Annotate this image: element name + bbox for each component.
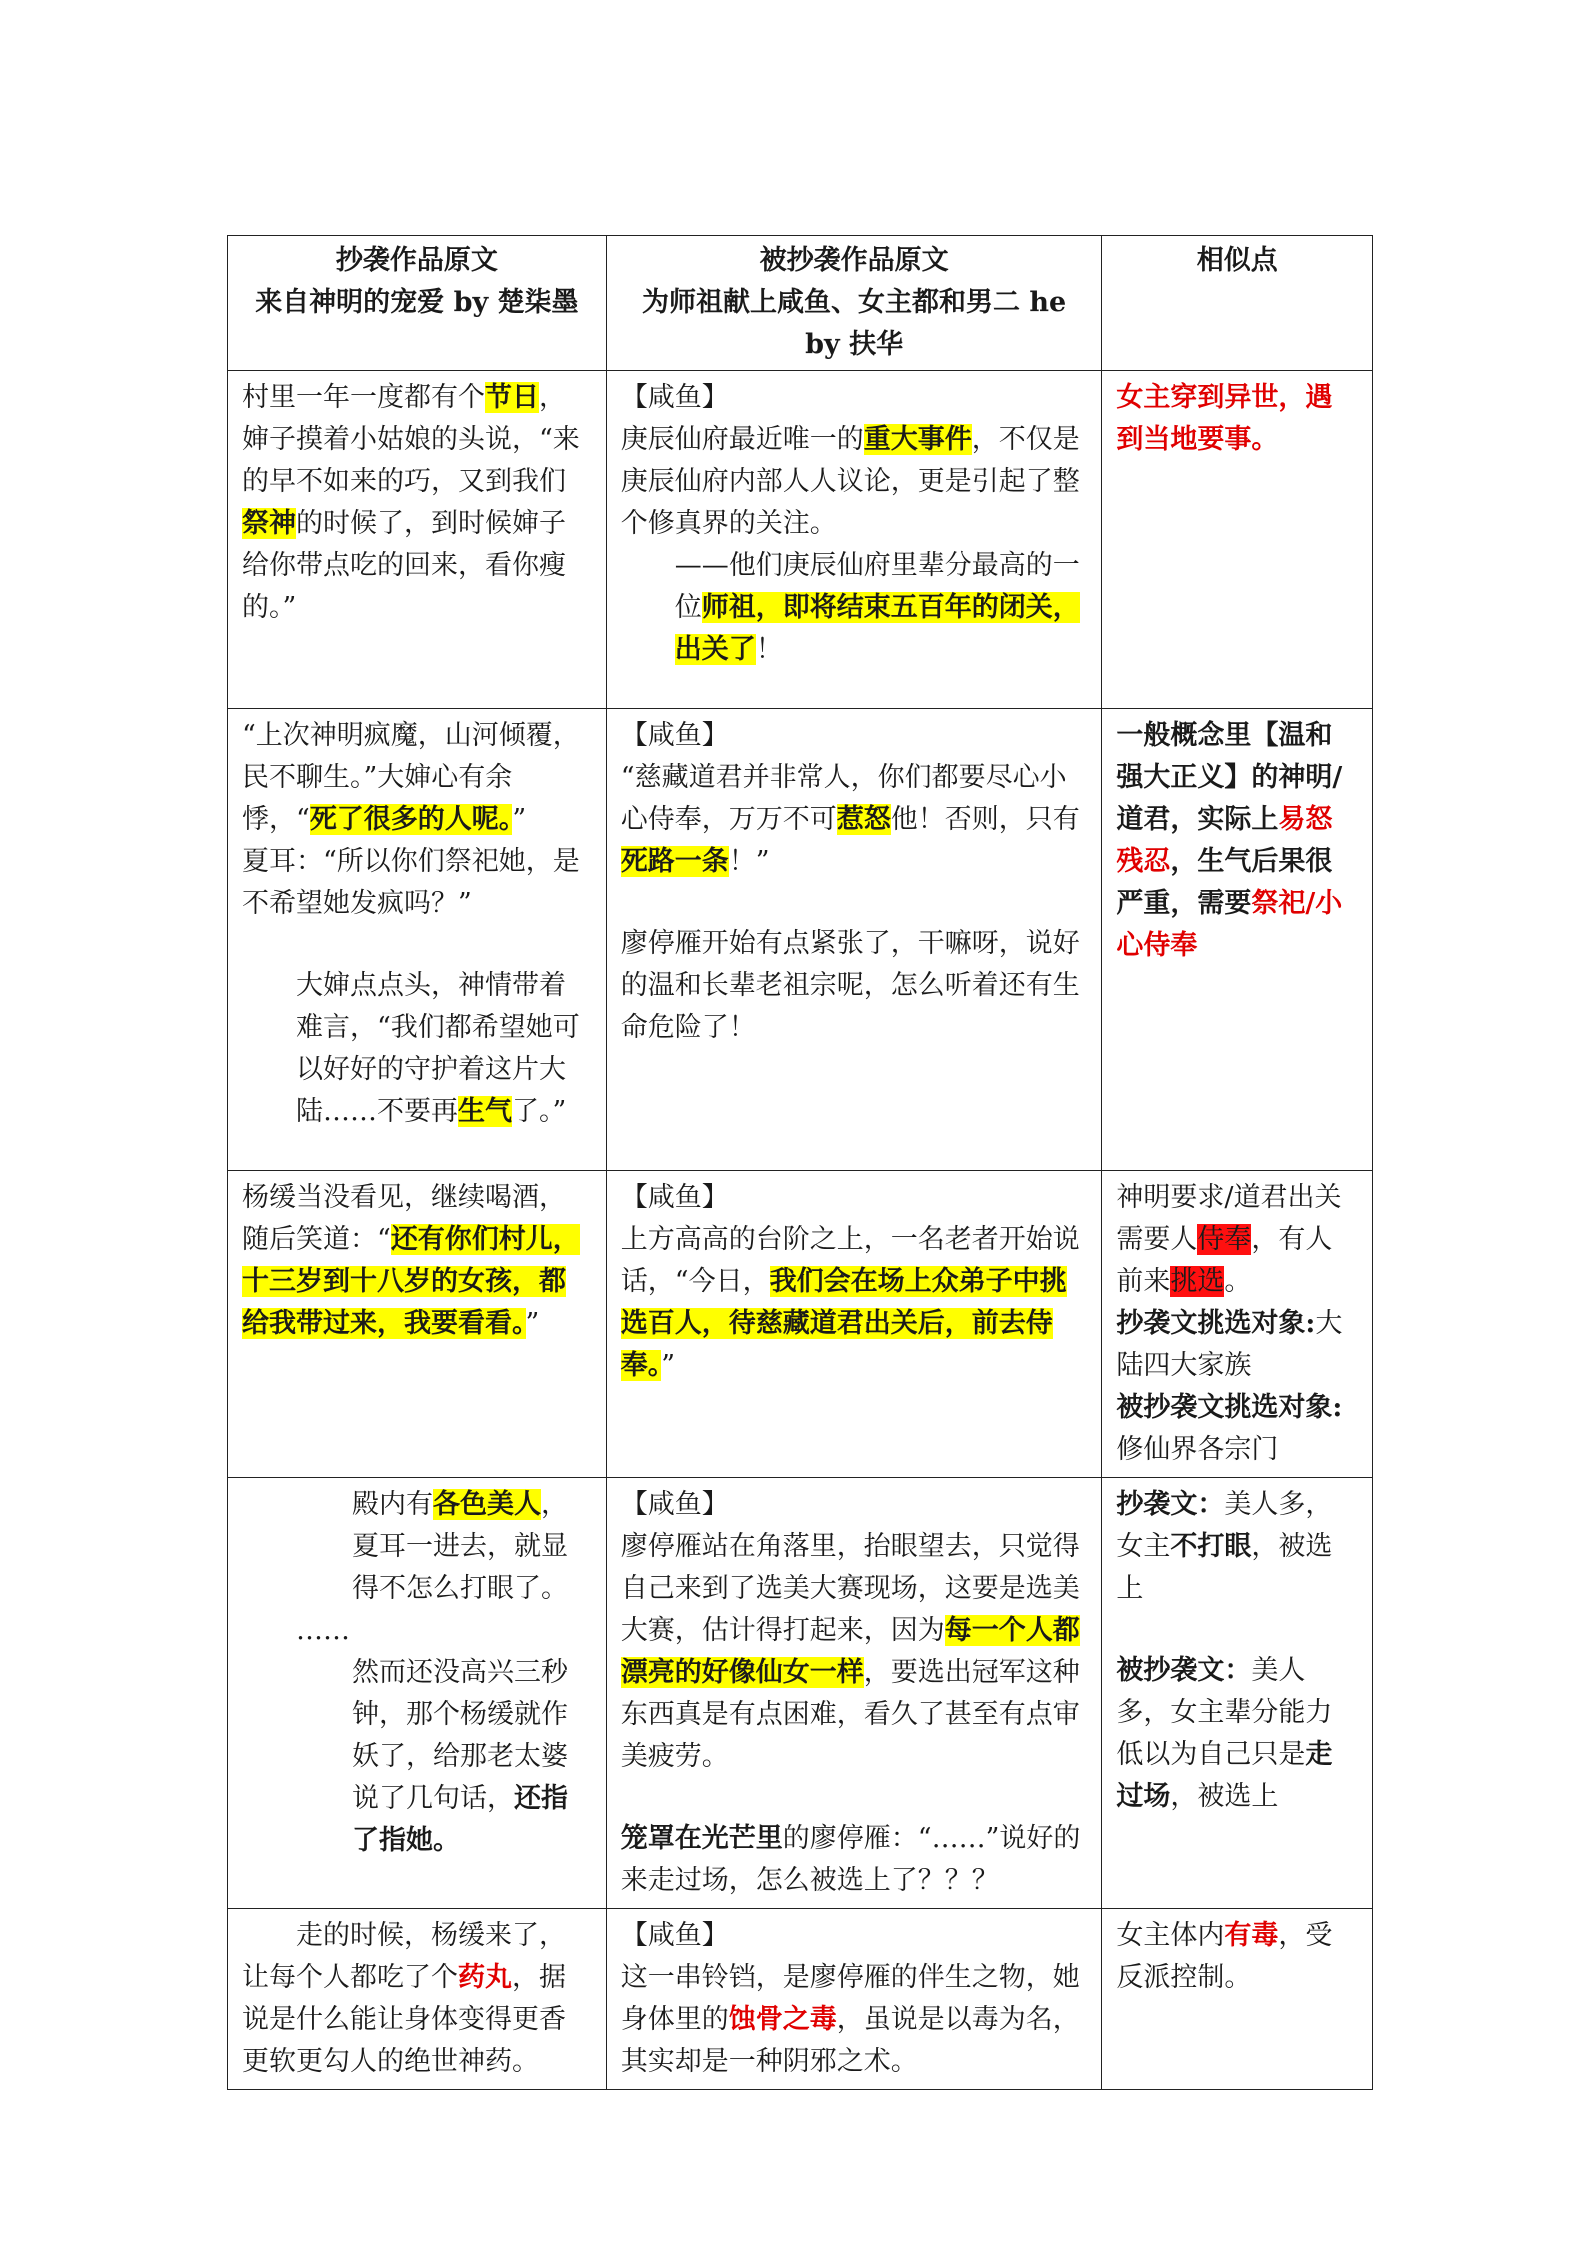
header-col2-line3: by 扶华 bbox=[805, 329, 904, 360]
comparison-table bbox=[227, 235, 1373, 2090]
source-tag: 【咸鱼】 bbox=[620, 720, 729, 751]
highlight: 每一个人都漂亮的好像仙女一样 bbox=[620, 1615, 1080, 1688]
plagiarizing-text-cell: “上次神明疯魔，山河倾覆，民不聊生。”大婶心有余悸，“死了很多的人呢。” 夏耳：“所以你们祭祀她，是不希望她发疯吗？” 大婶点点头，神情带着难言，“我们都希望她可以好好的守护着这片大陆……不要再生气了。” bbox=[228, 709, 607, 1171]
highlight: 师祖，即将结束五百年的闭关，出关了 bbox=[674, 592, 1080, 665]
original-text-cell: 【咸鱼】 上方高高的台阶之上，一名老者开始说话，“今日，我们会在场上众弟子中挑选百人，待慈藏道君出关后，前去侍奉。” bbox=[606, 1171, 1102, 1478]
header-col3: 相似点 bbox=[1196, 245, 1278, 276]
highlight: 祭神 bbox=[242, 508, 296, 539]
plagiarizing-text-cell: 殿内有各色美人，夏耳一进去，就显得不怎么打眼了。 …… 然而还没高兴三秒钟，那个杨缓就作妖了，给那老太婆说了几句话，还指了指她。 bbox=[228, 1478, 607, 1909]
source-tag: 【咸鱼】 bbox=[620, 1489, 729, 1520]
header-col1-line1: 抄袭作品原文 bbox=[335, 245, 498, 276]
similarity-cell: 一般概念里【温和强大正义】的神明/道君，实际上易怒残忍，生气后果很严重，需要祭祀/小心侍奉 bbox=[1102, 709, 1373, 1171]
table-row bbox=[228, 371, 1373, 709]
similarity-cell: 女主体内有毒，受反派控制。 bbox=[1102, 1909, 1373, 2090]
original-text-cell: 【咸鱼】 “慈藏道君并非常人，你们都要尽心小心侍奉，万万不可惹怒他！否则，只有死路一条！” 廖停雁开始有点紧张了，干嘛呀，说好的温和长辈老祖宗呢，怎么听着还有生命危险了！ bbox=[606, 709, 1102, 1171]
red-highlight: 侍奉 bbox=[1197, 1224, 1252, 1255]
red-highlight: 挑选 bbox=[1170, 1266, 1225, 1297]
original-text-cell: 【咸鱼】 庚辰仙府最近唯一的重大事件，不仅是庚辰仙府内部人人议论，更是引起了整个修真界的关注。 ——他们庚辰仙府里辈分最高的一位师祖，即将结束五百年的闭关，出关了！ bbox=[606, 371, 1102, 709]
similarity-cell: 神明要求/道君出关需要人侍奉，有人前来挑选。 抄袭文挑选对象:大陆四大家族 被抄袭文挑选对象:修仙界各宗门 bbox=[1102, 1171, 1373, 1478]
highlight: 惹怒 bbox=[836, 804, 891, 835]
table-row bbox=[228, 709, 1373, 1171]
highlight: 重大事件 bbox=[863, 424, 972, 455]
highlight: 死路一条 bbox=[620, 846, 729, 877]
header-plagiarizing-work bbox=[228, 236, 607, 371]
highlight: 生气 bbox=[458, 1096, 512, 1127]
highlight: 还有你们村儿，十三岁到十八岁的女孩，都给我带过来，我要看看。 bbox=[242, 1224, 580, 1339]
original-text-cell: 【咸鱼】 这一串铃铛，是廖停雁的伴生之物，她身体里的蚀骨之毒，虽说是以毒为名，其实却是一种阴邪之术。 bbox=[606, 1909, 1102, 2090]
similarity-cell: 女主穿到异世，遇到当地要事。 bbox=[1102, 371, 1373, 709]
source-tag: 【咸鱼】 bbox=[620, 1920, 729, 1951]
header-col2-line1: 被抄袭作品原文 bbox=[759, 245, 949, 276]
source-tag: 【咸鱼】 bbox=[620, 382, 729, 413]
table-row bbox=[228, 1478, 1373, 1909]
table-row bbox=[228, 1909, 1373, 2090]
original-text-cell: 【咸鱼】 廖停雁站在角落里，抬眼望去，只觉得自己来到了选美大赛现场，这要是选美大赛，估计得打起来，因为每一个人都漂亮的好像仙女一样，要选出冠军这种东西真是有点困难，看久了甚至有点审美疲劳。 笼罩在光芒里的廖停雁：“……”说好的来走过场，怎么被选上了？？？ bbox=[606, 1478, 1102, 1909]
table-row bbox=[228, 1171, 1373, 1478]
highlight: 各色美人 bbox=[433, 1489, 541, 1520]
header-original-work bbox=[606, 236, 1102, 371]
similarity-cell: 抄袭文：美人多，女主不打眼，被选上 被抄袭文：美人多，女主辈分能力低以为自己只是走过场，被选上 bbox=[1102, 1478, 1373, 1909]
highlight: 死了很多的人呢。 bbox=[309, 804, 513, 835]
header-col1-line2: 来自神明的宠爱 by 楚柒墨 bbox=[255, 287, 579, 318]
highlight: 节日 bbox=[485, 382, 539, 413]
plagiarizing-text-cell: 村里一年一度都有个节日，婶子摸着小姑娘的头说，“来的早不如来的巧，又到我们祭神的时候了，到时候婶子给你带点吃的回来，看你瘦的。” bbox=[228, 371, 607, 709]
header-row bbox=[228, 236, 1373, 371]
plagiarizing-text-cell: 走的时候，杨缓来了，让每个人都吃了个药丸，据说是什么能让身体变得更香更软更勾人的绝世神药。 bbox=[228, 1909, 607, 2090]
header-col2-line2: 为师祖献上咸鱼、女主都和男二 he bbox=[641, 287, 1067, 318]
highlight: 我们会在场上众弟子中挑选百人，待慈藏道君出关后，前去侍奉。 bbox=[620, 1266, 1067, 1381]
source-tag: 【咸鱼】 bbox=[620, 1182, 729, 1213]
header-similarity bbox=[1102, 236, 1373, 371]
plagiarizing-text-cell: 杨缓当没看见，继续喝酒，随后笑道：“还有你们村儿，十三岁到十八岁的女孩，都给我带过来，我要看看。” bbox=[228, 1171, 607, 1478]
